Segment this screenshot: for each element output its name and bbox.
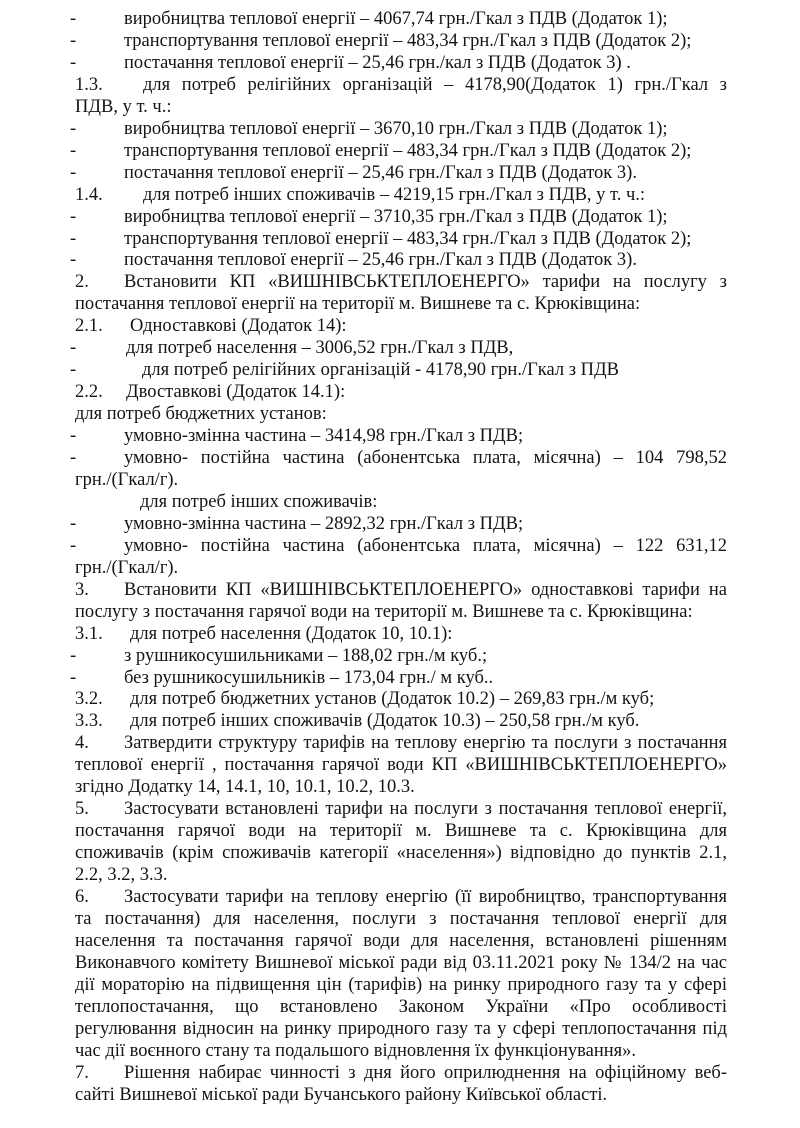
list-dash: - [70, 645, 77, 666]
section-number: 5. [75, 799, 89, 820]
list-dash: - [70, 9, 77, 29]
paragraph-line: час дії воєнного стану та подальшого відновлення їх функціонування». [75, 1040, 637, 1061]
list-item: постачання теплової енергії – 25,46 грн./кал з ПДВ (Додаток 3) . [124, 52, 631, 73]
list-dash: - [70, 250, 77, 271]
paragraph-line: теплопостачання, що встановлено Законом України «Про особливості [75, 996, 727, 1017]
section-number: 1.4. [75, 184, 103, 205]
paragraph-line: сайті Вишневої міської ради Бучанського району Київської області. [75, 1084, 608, 1105]
section-number: 3.3. [75, 711, 103, 732]
list-dash: - [70, 206, 77, 227]
list-item: без рушникосушильників – 173,04 грн./ м куб.. [124, 667, 494, 688]
list-item: транспортування теплової енергії – 483,34 грн./Гкал з ПДВ (Додаток 2); [124, 140, 692, 161]
list-dash: - [70, 513, 77, 534]
paragraph-line: теплової енергії , постачання гарячої води КП «ВИШНІВСЬКТЕПЛОЕНЕРГО» [75, 755, 727, 776]
paragraph-line: для потреб бюджетних установ: [75, 404, 327, 425]
paragraph-line: послугу з постачання гарячої води на території м. Вишневе та с. Крюківщина: [75, 601, 693, 622]
paragraph-line: постачання гарячої води на території м. Вишневе та с. Крюківщина для [75, 821, 727, 842]
section-number: 6. [75, 887, 89, 907]
section-number: 3.1. [75, 623, 103, 644]
list-dash: - [70, 426, 77, 447]
list-dash: - [70, 140, 77, 161]
paragraph-line: Застосувати тарифи на теплову енергію (її виробництво, транспортування [124, 887, 727, 907]
list-item: транспортування теплової енергії – 483,34 грн./Гкал з ПДВ (Додаток 2); [124, 228, 692, 249]
section-number: 7. [75, 1062, 89, 1083]
list-dash: - [70, 118, 77, 139]
paragraph-line: регулювання відносин на ринку природного газу та у сфері теплопостачання під [75, 1018, 727, 1039]
list-item: з рушникосушильниками – 188,02 грн./м куб.; [124, 645, 488, 666]
paragraph-line: Одноставкові (Додаток 14): [130, 316, 347, 337]
paragraph-line: Двоставкові (Додаток 14.1): [126, 382, 346, 403]
list-item: виробництва теплової енергії – 3710,35 грн./Гкал з ПДВ (Додаток 1); [124, 206, 668, 227]
list-dash: - [70, 30, 77, 51]
paragraph-line: 2.2, 3.2, 3.3. [75, 865, 168, 886]
paragraph-line: для потреб бюджетних установ (Додаток 10.2) – 269,83 грн./м куб; [130, 689, 655, 710]
paragraph-line: згідно Додатку 14, 14.1, 10, 10.1, 10.2, 10.3. [75, 777, 415, 798]
paragraph-line: Виконавчого комітету Вишневої міської ради від 03.11.2021 року № 134/2 на час [75, 952, 727, 973]
paragraph-line: споживачів (крім споживачів категорії «населення») відповідно до пунктів 2.1, [75, 843, 727, 864]
paragraph-line: ПДВ, у т. ч.: [75, 96, 172, 117]
list-item: виробництва теплової енергії – 4067,74 грн./Гкал з ПДВ (Додаток 1); [124, 9, 668, 29]
paragraph-line: дії мораторію на підвищення цін (тарифів) на ринку природного газу та у сфері [75, 974, 727, 995]
paragraph-line: для потреб релігійних організацій – 4178,90(Додаток 1) грн./Гкал з [143, 74, 727, 95]
list-dash: - [70, 338, 77, 359]
list-dash: - [70, 360, 77, 381]
list-item: умовно-змінна частина – 2892,32 грн./Гкал з ПДВ; [124, 513, 524, 534]
list-item: постачання теплової енергії – 25,46 грн./Гкал з ПДВ (Додаток 3). [124, 250, 637, 271]
section-number: 1.3. [75, 74, 103, 95]
paragraph-line: Встановити КП «ВИШНІВСЬКТЕПЛОЕНЕРГО» одноставкові тарифи на [124, 579, 727, 600]
paragraph-line: для потреб населення (Додаток 10, 10.1): [130, 623, 453, 644]
paragraph-line: для потреб інших споживачів: [140, 491, 378, 512]
paragraph-line: Затвердити структуру тарифів на теплову енергію та послуги з постачання [124, 733, 727, 754]
section-number: 3. [75, 579, 89, 600]
list-dash: - [70, 162, 77, 183]
paragraph-line: Рішення набирає чинності з дня його оприлюднення на офіційному веб- [124, 1062, 727, 1083]
section-number: 3.2. [75, 689, 103, 710]
paragraph-line: Встановити КП «ВИШНІВСЬКТЕПЛОЕНЕРГО» тарифи на послугу з [124, 272, 727, 293]
section-number: 4. [75, 733, 89, 754]
list-item: для потреб релігійних організацій - 4178,90 грн./Гкал з ПДВ [142, 360, 619, 381]
list-item: умовно- постійна частина (абонентська плата, місячна) – 104 798,52 [124, 448, 727, 468]
paragraph-line: грн./(Гкал/г). [75, 557, 179, 578]
section-number: 2.2. [75, 382, 103, 403]
paragraph-line: та постачання) для населення, послуги з постачання теплової енергії для [75, 908, 727, 929]
list-item: умовно- постійна частина (абонентська плата, місячна) – 122 631,12 [124, 535, 727, 556]
paragraph-line: для потреб інших споживачів – 4219,15 грн./Гкал з ПДВ, у т. ч.: [143, 184, 646, 205]
list-dash: - [70, 535, 77, 556]
list-item: виробництва теплової енергії – 3670,10 грн./Гкал з ПДВ (Додаток 1); [124, 118, 668, 139]
paragraph-line: Застосувати встановлені тарифи на послуги з постачання теплової енергії, [124, 799, 727, 820]
list-item: для потреб населення – 3006,52 грн./Гкал з ПДВ, [126, 338, 514, 359]
paragraph-line: населення та постачання гарячої води для населення, встановлені рішенням [75, 930, 727, 951]
section-number: 2. [75, 272, 89, 293]
list-item: постачання теплової енергії – 25,46 грн./Гкал з ПДВ (Додаток 3). [124, 162, 637, 183]
list-dash: - [70, 228, 77, 249]
list-item: умовно-змінна частина – 3414,98 грн./Гкал з ПДВ; [124, 426, 524, 447]
list-dash: - [70, 448, 77, 468]
paragraph-line: постачання теплової енергії на території м. Вишневе та с. Крюківщина: [75, 294, 641, 315]
paragraph-line: грн./(Гкал/г). [75, 469, 179, 490]
section-number: 2.1. [75, 316, 103, 337]
paragraph-line: для потреб інших споживачів (Додаток 10.3) – 250,58 грн./м куб. [130, 711, 640, 732]
list-dash: - [70, 52, 77, 73]
list-item: транспортування теплової енергії – 483,34 грн./Гкал з ПДВ (Додаток 2); [124, 30, 692, 51]
list-dash: - [70, 667, 77, 688]
